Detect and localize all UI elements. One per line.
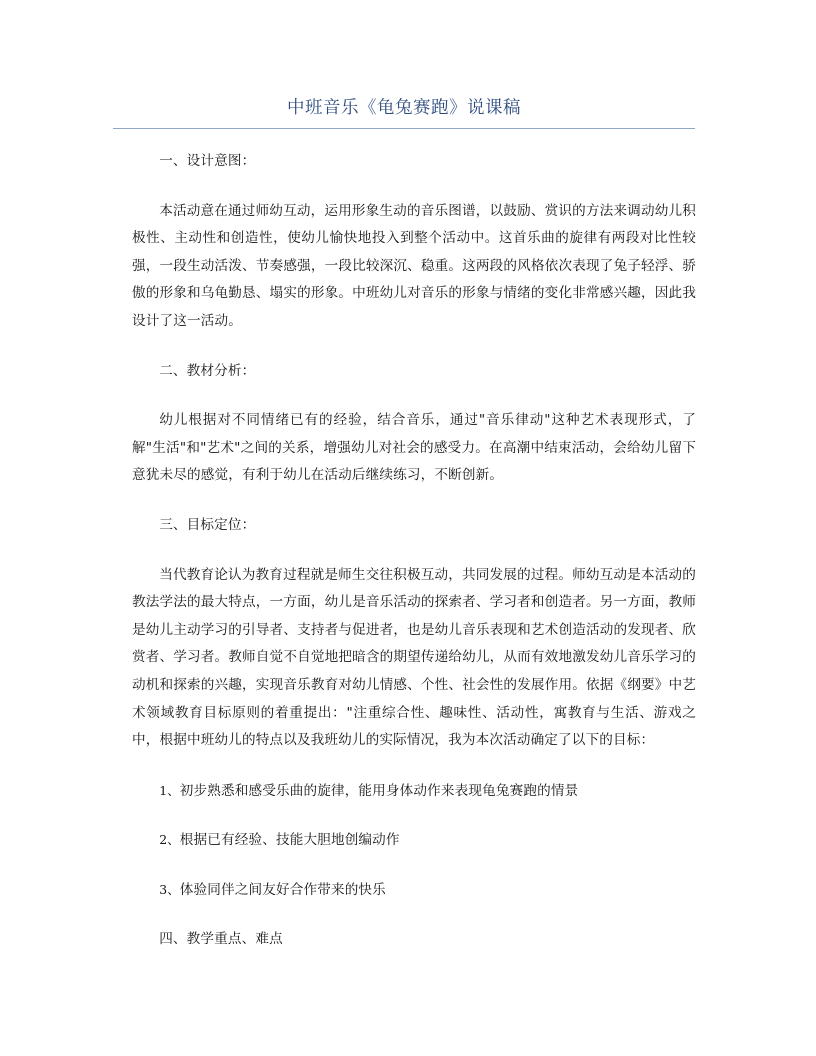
list-item: [132, 826, 696, 855]
list-item-label: 体验同伴之间友好合作带来的快乐: [179, 881, 386, 898]
section-heading-3: 三、目标定位：: [159, 516, 256, 533]
list-item-number: 3、: [159, 881, 180, 897]
spacer: [132, 336, 696, 358]
spacer: [132, 540, 696, 562]
list-item-number: 2、: [159, 832, 180, 848]
spacer: [132, 855, 696, 876]
spacer: [132, 490, 696, 512]
list-item: [132, 876, 696, 905]
document-body: [132, 148, 696, 954]
list-item-number: 1、: [159, 782, 180, 798]
section-paragraph-2: 幼儿根据对不同情绪已有的经验，结合音乐，通过"音乐律动"这种艺术表现形式，了解"生活"和"艺术"之间的关系，增强幼儿对社会的感受力。在高潮中结束活动，会给幼儿留下意犹未尽的感觉，有利于幼儿在活动后继续练习，不断创新。: [132, 412, 696, 484]
list-item-label: 初步熟悉和感受乐曲的旋律，能用身体动作来表现龟兔赛跑的情景: [179, 782, 579, 799]
section-heading-2: 二、教材分析：: [159, 362, 256, 379]
list-item-label: 根据已有经验、技能大胆地创编动作: [179, 832, 400, 849]
section-paragraph-1: 本活动意在通过师幼互动，运用形象生动的音乐图谱，以鼓励、赏识的方法来调动幼儿积极性、主动性和创造性，使幼儿愉快地投入到整个活动中。这首乐曲的旋律有两段对比性较强，一段生动活泼、节奏感强，一段比较深沉、稳重。这两段的风格依次表现了兔子轻浮、骄傲的形象和乌龟勤恳、塌实的形象。中班幼儿对音乐的形象与情绪的变化非常感兴趣，因此我设计了这一活动。: [132, 202, 696, 329]
list-item: [132, 777, 696, 806]
page-title: 中班音乐《龟兔赛跑》说课稿: [287, 98, 521, 118]
section-heading-4: 四、教学重点、难点: [159, 931, 283, 948]
spacer: [132, 755, 696, 777]
title-divider: [113, 128, 695, 129]
spacer: [132, 904, 696, 926]
spacer: [132, 385, 696, 407]
spacer: [132, 176, 696, 198]
section-paragraph-3: 当代教育论认为教育过程就是师生交往积极互动，共同发展的过程。师幼互动是本活动的教法学法的最大特点，一方面，幼儿是音乐活动的探索者、学习者和创造者。另一方面，教师是幼儿主动学习的引导者、支持者与促进者，也是幼儿音乐表现和艺术创造活动的发现者、欣赏者、学习者。教师自觉不自觉地把暗含的期望传递给幼儿，从而有效地激发幼儿音乐学习的动机和探索的兴趣，实现音乐教育对幼儿情感、个性、社会性的发展作用。依据《纲要》中艺术领域教育目标原则的着重提出："注重综合性、趣味性、活动性，寓教育与生活、游戏之中，根据中班幼儿的特点以及我班幼儿的实际情况，我为本次活动确定了以下的目标：: [132, 566, 696, 749]
section-heading-1: 一、设计意图：: [159, 153, 256, 169]
spacer: [132, 805, 696, 826]
